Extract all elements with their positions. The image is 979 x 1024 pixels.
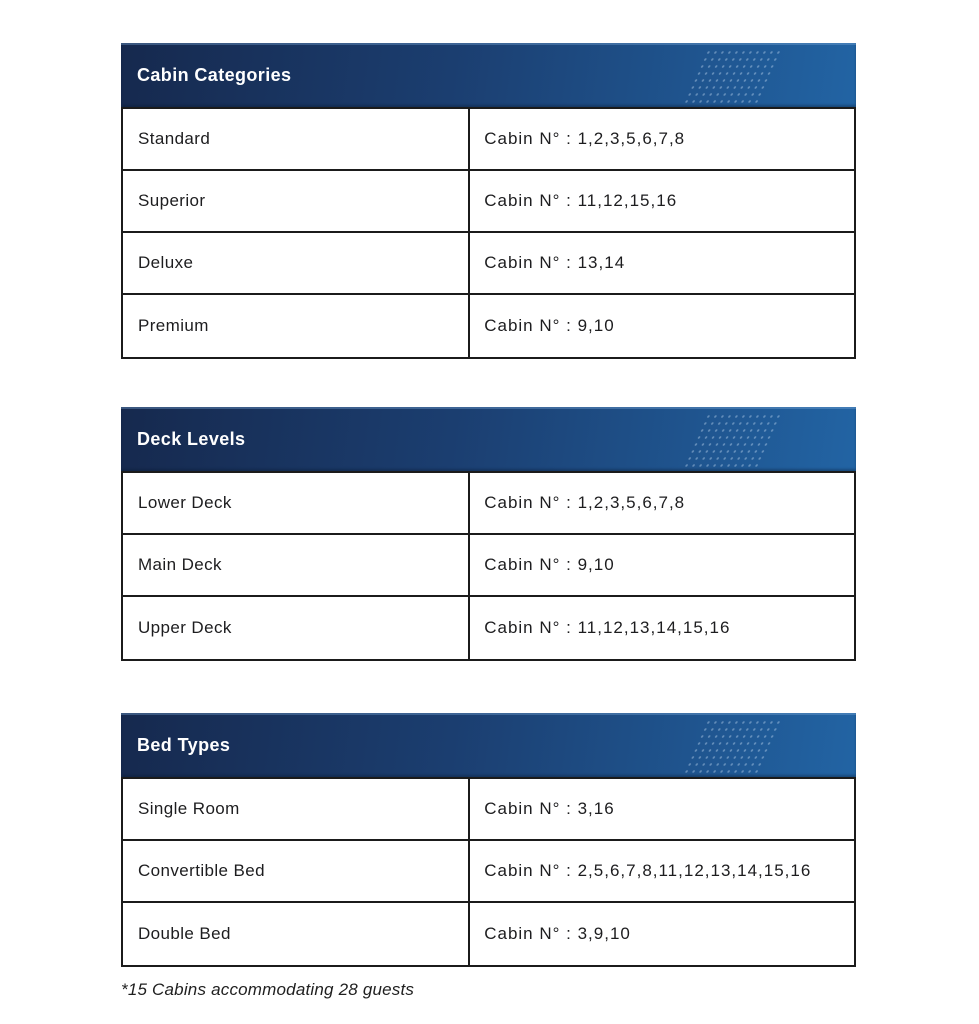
table-body <box>121 471 856 661</box>
category-cell: Premium <box>123 295 470 357</box>
cabin-categories-table <box>121 43 856 359</box>
cabin-numbers-cell: Cabin N° : 1,2,3,5,6,7,8 <box>484 493 686 512</box>
table-row <box>123 473 854 535</box>
footnote: *15 Cabins accommodating 28 guests <box>121 980 415 999</box>
cabin-numbers-cell: Cabin N° : 11,12,15,16 <box>484 191 678 210</box>
table-header <box>121 407 856 471</box>
cabin-numbers-cell: Cabin N° : 13,14 <box>484 253 626 272</box>
table-row <box>123 109 854 171</box>
cabin-numbers-cell: Cabin N° : 1,2,3,5,6,7,8 <box>484 129 686 148</box>
table-body <box>121 777 856 967</box>
table-title: Cabin Categories <box>137 64 292 85</box>
category-cell: Convertible Bed <box>123 841 470 901</box>
table-row <box>123 597 854 659</box>
halftone-dots-decoration <box>682 719 785 775</box>
bed-types-table <box>121 713 856 967</box>
cabin-numbers-cell: Cabin N° : 9,10 <box>484 316 615 335</box>
table-header <box>121 713 856 777</box>
table-row <box>123 233 854 295</box>
cabin-numbers-cell: Cabin N° : 11,12,13,14,15,16 <box>484 618 731 637</box>
category-cell: Double Bed <box>123 903 470 965</box>
deck-levels-table <box>121 407 856 661</box>
cabin-numbers-cell: Cabin N° : 3,9,10 <box>484 924 631 943</box>
table-row <box>123 779 854 841</box>
halftone-dots-decoration <box>682 49 785 105</box>
category-cell: Deluxe <box>123 233 470 293</box>
table-title: Deck Levels <box>137 428 246 449</box>
category-cell: Superior <box>123 171 470 231</box>
table-row <box>123 903 854 965</box>
table-body <box>121 107 856 359</box>
category-cell: Upper Deck <box>123 597 470 659</box>
cabin-numbers-cell: Cabin N° : 2,5,6,7,8,11,12,13,14,15,16 <box>484 861 812 880</box>
table-row <box>123 295 854 357</box>
table-header <box>121 43 856 107</box>
table-title: Bed Types <box>137 734 231 755</box>
halftone-dots-decoration <box>682 413 785 469</box>
table-row <box>123 535 854 597</box>
table-row <box>123 841 854 903</box>
category-cell: Main Deck <box>123 535 470 595</box>
category-cell: Standard <box>123 109 470 169</box>
cabin-numbers-cell: Cabin N° : 3,16 <box>484 799 615 818</box>
cabin-numbers-cell: Cabin N° : 9,10 <box>484 555 615 574</box>
category-cell: Lower Deck <box>123 473 470 533</box>
category-cell: Single Room <box>123 779 470 839</box>
table-row <box>123 171 854 233</box>
